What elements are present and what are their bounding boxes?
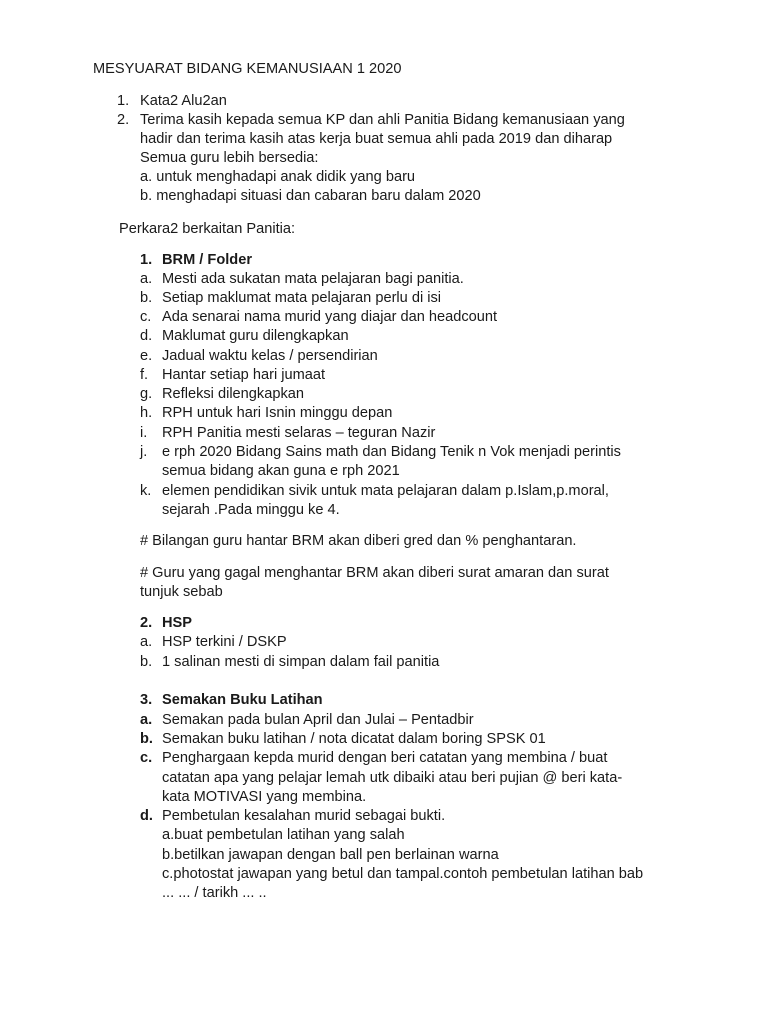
list-item: RPH Panitia mesti selaras – teguran Nazir bbox=[162, 425, 436, 441]
list-item: Setiap maklumat mata pelajaran perlu di isi bbox=[162, 290, 442, 306]
list-item: Refleksi dilengkapkan bbox=[162, 386, 304, 402]
list-marker: b. bbox=[140, 654, 153, 670]
agenda-marker-1: 1. bbox=[117, 93, 130, 109]
agenda-item-1: Kata2 Alu2an bbox=[140, 93, 227, 109]
intro-text: Perkara2 berkaitan Panitia: bbox=[119, 221, 296, 237]
list-item: Jadual waktu kelas / persendirian bbox=[162, 348, 378, 364]
agenda-item-2-line: a. untuk menghadapi anak didik yang baru bbox=[140, 169, 416, 185]
note-grade: # Bilangan guru hantar BRM akan diberi gred dan % penghantaran. bbox=[140, 533, 577, 549]
section-3-number: 3. bbox=[140, 692, 153, 708]
list-item: Ada senarai nama murid yang diajar dan headcount bbox=[162, 309, 498, 325]
list-item: Pembetulan kesalahan murid sebagai bukti. bbox=[162, 808, 446, 824]
list-marker: c. bbox=[140, 309, 152, 325]
list-item: Penghargaan kepda murid dengan beri catatan yang membina / buat bbox=[162, 750, 608, 766]
agenda-item-2-line: b. menghadapi situasi dan cabaran baru dalam 2020 bbox=[140, 188, 481, 204]
list-marker: a. bbox=[140, 271, 153, 287]
section-2-heading: HSP bbox=[162, 615, 193, 631]
list-item: semua bidang akan guna e rph 2021 bbox=[162, 463, 400, 479]
agenda-item-2-line: hadir dan terima kasih atas kerja buat semua ahli pada 2019 dan diharap bbox=[140, 131, 613, 147]
list-item: kata MOTIVASI yang membina. bbox=[162, 789, 367, 805]
list-item: a.buat pembetulan latihan yang salah bbox=[162, 827, 405, 843]
list-marker: a. bbox=[140, 634, 153, 650]
list-item: e rph 2020 Bidang Sains math dan Bidang Tenik n Vok menjadi perintis bbox=[162, 444, 621, 460]
agenda-marker-2: 2. bbox=[117, 112, 130, 128]
note-warning: tunjuk sebab bbox=[140, 584, 223, 600]
agenda-item-2-line: Semua guru lebih bersedia: bbox=[140, 150, 319, 166]
document-title: MESYUARAT BIDANG KEMANUSIAAN 1 2020 bbox=[93, 61, 402, 77]
list-item: b.betilkan jawapan dengan ball pen berlainan warna bbox=[162, 847, 499, 863]
list-item: sejarah .Pada minggu ke 4. bbox=[162, 502, 340, 518]
list-item: catatan apa yang pelajar lemah utk dibaiki atau beri pujian @ beri kata- bbox=[162, 770, 623, 786]
list-item: elemen pendidikan sivik untuk mata pelajaran dalam p.Islam,p.moral, bbox=[162, 483, 609, 499]
list-marker: h. bbox=[140, 405, 153, 421]
list-item: 1 salinan mesti di simpan dalam fail panitia bbox=[162, 654, 440, 670]
list-item: HSP terkini / DSKP bbox=[162, 634, 287, 650]
list-item: Hantar setiap hari jumaat bbox=[162, 367, 326, 383]
list-marker: g. bbox=[140, 386, 153, 402]
list-marker: i. bbox=[140, 425, 148, 441]
list-item: Semakan buku latihan / nota dicatat dalam boring SPSK 01 bbox=[162, 731, 546, 747]
list-item: Semakan pada bulan April dan Julai – Pentadbir bbox=[162, 712, 474, 728]
list-item: RPH untuk hari Isnin minggu depan bbox=[162, 405, 393, 421]
agenda-item-2-line: Terima kasih kepada semua KP dan ahli Panitia Bidang kemanusiaan yang bbox=[140, 112, 625, 128]
list-marker: e. bbox=[140, 348, 153, 364]
list-item: c.photostat jawapan yang betul dan tampal.contoh pembetulan latihan bab bbox=[162, 866, 644, 882]
list-item: Mesti ada sukatan mata pelajaran bagi panitia. bbox=[162, 271, 464, 287]
list-marker: f. bbox=[140, 367, 149, 383]
section-1-heading: BRM / Folder bbox=[162, 252, 252, 268]
section-1-number: 1. bbox=[140, 252, 153, 268]
section-3-heading: Semakan Buku Latihan bbox=[162, 692, 323, 708]
list-marker: k. bbox=[140, 483, 152, 499]
list-marker: b. bbox=[140, 731, 153, 747]
list-item: ... ... / tarikh ... .. bbox=[162, 885, 267, 901]
list-item: Maklumat guru dilengkapkan bbox=[162, 328, 349, 344]
list-marker: a. bbox=[140, 712, 153, 728]
list-marker: b. bbox=[140, 290, 153, 306]
list-marker: d. bbox=[140, 808, 153, 824]
list-marker: d. bbox=[140, 328, 153, 344]
list-marker: j. bbox=[140, 444, 148, 460]
list-marker: c. bbox=[140, 750, 153, 766]
note-warning: # Guru yang gagal menghantar BRM akan diberi surat amaran dan surat bbox=[140, 565, 609, 581]
section-2-number: 2. bbox=[140, 615, 153, 631]
